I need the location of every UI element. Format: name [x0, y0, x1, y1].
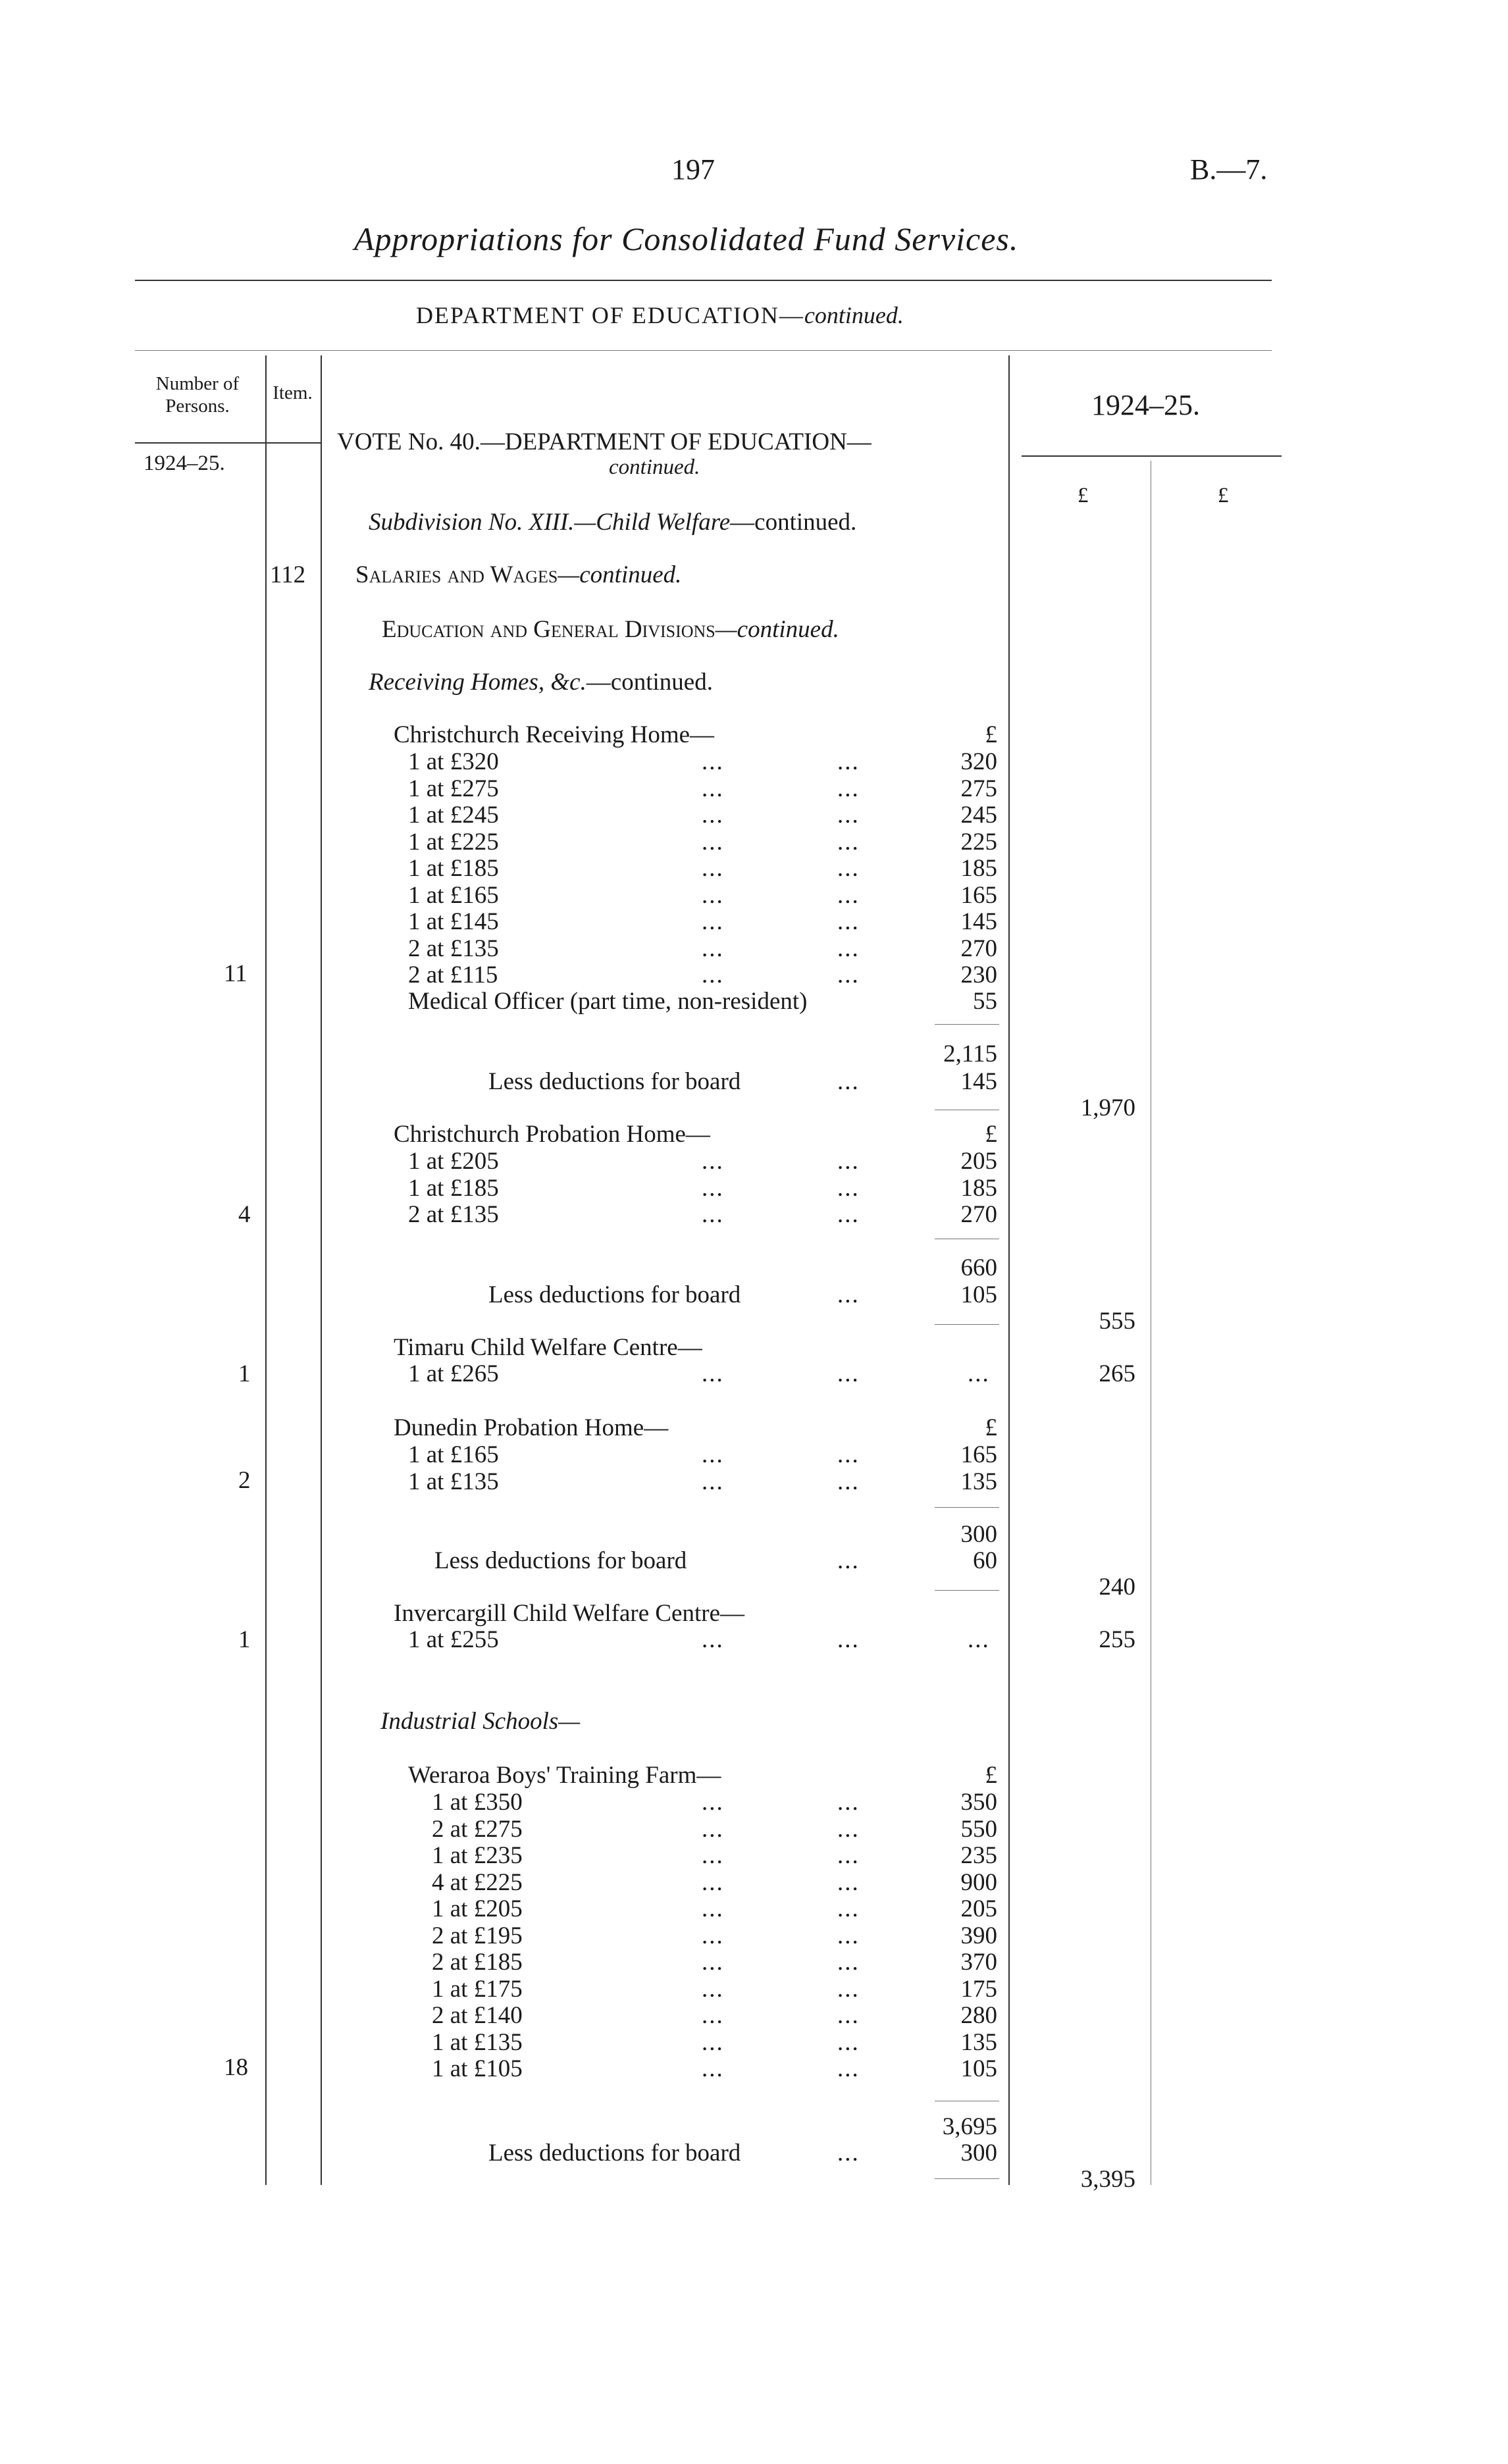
christchurch-receiving-row-value: 225: [960, 828, 997, 856]
item-number: 112: [270, 561, 306, 588]
christchurch-probation-row-value: 205: [960, 1148, 997, 1175]
page-title: Appropriations for Consolidated Fund Services.: [354, 220, 1019, 257]
dunedin-title: Dunedin Probation Home—: [394, 1414, 669, 1441]
dunedin-row-dots: ...: [702, 1468, 724, 1495]
christchurch-receiving-net: 1,970: [1080, 1094, 1135, 1121]
weraroa-row-value: 235: [960, 1842, 997, 1869]
subdivision-heading: [369, 508, 856, 536]
christchurch-receiving-row-dots: ...: [837, 855, 860, 882]
christchurch-receiving-row-dots: ...: [837, 748, 860, 775]
currency-left-header: £: [1078, 484, 1089, 507]
christchurch-probation-row-dots: ...: [702, 1201, 724, 1228]
christchurch-receiving-row-label: 1 at £225: [408, 828, 499, 856]
dun-sub-rule: [935, 1507, 999, 1508]
weraroa-row-dots: ...: [837, 1789, 860, 1816]
receiving-homes-suffix: —continued.: [586, 669, 713, 696]
christchurch-probation-row-dots: ...: [837, 1174, 860, 1202]
timaru-title: Timaru Child Welfare Centre—: [394, 1334, 702, 1361]
dunedin-less-value: 60: [973, 1547, 997, 1574]
christchurch-receiving-row-dots: ...: [837, 802, 860, 829]
weraroa-row-value: 900: [960, 1868, 997, 1896]
christchurch-probation-less-label: Less deductions for board: [488, 1281, 741, 1308]
christchurch-receiving-row-label: 1 at £275: [408, 775, 499, 802]
weraroa-row-label: 2 at £185: [432, 1949, 523, 1976]
weraroa-less-dots: ...: [837, 2140, 860, 2167]
rule-item-desc: [321, 355, 322, 2185]
salaries-label: Salaries and Wages: [355, 561, 558, 588]
christchurch-receiving-row-dots: ...: [837, 775, 860, 802]
salaries-suffix: —continued.: [558, 561, 682, 588]
christchurch-receiving-row-value: 165: [960, 881, 997, 909]
christchurch-receiving-row-label: 1 at £320: [408, 748, 499, 775]
timaru-persons: 1: [238, 1360, 251, 1387]
dunedin-net: 240: [1099, 1574, 1135, 1601]
christchurch-probation-row-dots: ...: [702, 1174, 724, 1202]
weraroa-row-dots: ...: [702, 1815, 724, 1843]
weraroa-row-dots: ...: [837, 1868, 860, 1896]
column-header-persons: Number of Persons.: [155, 373, 240, 417]
christchurch-receiving-subtotal: 2,115: [943, 1040, 997, 1067]
weraroa-row-value: 280: [960, 2002, 997, 2029]
rule-desc-amounts: [1008, 355, 1010, 2185]
christchurch-receiving-row-dots: ...: [837, 908, 860, 935]
timaru-dots-2: ...: [837, 1360, 860, 1387]
christchurch-probation-title: Christchurch Probation Home—: [394, 1121, 710, 1148]
christchurch-probation-row-dots: ...: [702, 1148, 724, 1175]
christchurch-receiving-row-dots: ...: [837, 828, 860, 856]
ccp-less-rule: [935, 1324, 999, 1325]
dunedin-row-value: 165: [960, 1441, 997, 1468]
weraroa-row-value: 205: [960, 1895, 997, 1922]
weraroa-row-dots: ...: [702, 1895, 724, 1922]
christchurch-receiving-row-dots: ...: [702, 775, 724, 802]
timaru-dots-1: ...: [702, 1360, 724, 1387]
weraroa-row-label: 4 at £225: [432, 1868, 523, 1896]
dunedin-currency: £: [985, 1414, 997, 1441]
currency-right-header: £: [1218, 484, 1229, 507]
dun-less-rule: [935, 1590, 999, 1591]
weraroa-row-dots: ...: [837, 1949, 860, 1976]
weraroa-row-value: 350: [960, 1789, 997, 1816]
vote-title: VOTE No. 40.—DEPARTMENT OF EDUCATION—: [337, 428, 871, 455]
weraroa-less-label: Less deductions for board: [488, 2140, 741, 2167]
timaru-net: 265: [1099, 1360, 1135, 1387]
wer-less-rule: [935, 2178, 999, 2179]
christchurch-probation-row-label: 2 at £135: [408, 1201, 499, 1228]
weraroa-row-dots: ...: [837, 1922, 860, 1949]
weraroa-row-value: 135: [960, 2028, 997, 2056]
salaries-heading: [355, 561, 681, 589]
column-header-year-right: 1924–25.: [1091, 389, 1200, 421]
weraroa-row-label: 2 at £195: [432, 1922, 523, 1949]
weraroa-row-value: 105: [960, 2055, 997, 2082]
weraroa-row-value: 370: [960, 1949, 997, 1976]
dunedin-persons: 2: [238, 1467, 251, 1494]
dunedin-row-label: 1 at £135: [408, 1468, 499, 1495]
christchurch-receiving-row-dots: ...: [702, 855, 724, 882]
weraroa-row-dots: ...: [702, 1949, 724, 1976]
weraroa-row-label: 1 at £105: [432, 2055, 523, 2082]
weraroa-less-value: 300: [960, 2140, 997, 2167]
weraroa-row-dots: ...: [837, 1895, 860, 1922]
christchurch-probation-row-dots: ...: [837, 1201, 860, 1228]
weraroa-row-dots: ...: [702, 1975, 724, 2003]
department-name: DEPARTMENT OF EDUCATION—: [416, 302, 804, 328]
subdivision-suffix: —continued.: [730, 509, 857, 536]
christchurch-receiving-row-value: 320: [960, 748, 997, 775]
divisions-heading: [382, 615, 839, 644]
dunedin-subtotal: 300: [960, 1521, 997, 1548]
weraroa-row-label: 2 at £140: [432, 2002, 523, 2029]
christchurch-probation-row-value: 185: [960, 1174, 997, 1202]
medical-officer-label: Medical Officer (part time, non-resident): [408, 988, 808, 1015]
christchurch-receiving-row-dots: ...: [702, 802, 724, 829]
christchurch-receiving-row-label: 1 at £185: [408, 855, 499, 882]
weraroa-row-dots: ...: [702, 1868, 724, 1896]
column-header-year-left: 1924–25.: [143, 451, 225, 475]
dunedin-less-dots: ...: [837, 1547, 860, 1574]
invercargill-dots-3: ...: [968, 1626, 990, 1653]
weraroa-row-dots: ...: [702, 2002, 724, 2029]
rule-persons-item: [265, 355, 267, 2185]
weraroa-row-value: 550: [960, 1815, 997, 1843]
christchurch-receiving-row-dots: ...: [837, 881, 860, 909]
christchurch-receiving-less-value: 145: [960, 1068, 997, 1095]
dunedin-row-dots: ...: [837, 1441, 860, 1468]
weraroa-row-dots: ...: [702, 1842, 724, 1869]
weraroa-row-label: 1 at £135: [432, 2028, 523, 2056]
christchurch-receiving-row-value: 185: [960, 855, 997, 882]
divisions-suffix: —continued.: [715, 616, 839, 643]
christchurch-receiving-row-value: 230: [960, 962, 997, 988]
weraroa-row-value: 175: [960, 1975, 997, 2003]
christchurch-receiving-currency: £: [985, 721, 997, 748]
industrial-schools-heading: Industrial Schools—: [380, 1708, 581, 1735]
subdivision-label: Subdivision No. XIII.—Child Welfare: [369, 509, 731, 536]
weraroa-row-label: 1 at £350: [432, 1789, 523, 1816]
dunedin-row-label: 1 at £165: [408, 1441, 499, 1468]
christchurch-receiving-row-label: 2 at £115: [408, 962, 498, 988]
christchurch-receiving-row-label: 1 at £145: [408, 908, 499, 935]
timaru-row-label: 1 at £265: [408, 1360, 499, 1387]
weraroa-currency: £: [985, 1762, 997, 1789]
weraroa-row-dots: ...: [702, 2028, 724, 2056]
weraroa-row-dots: ...: [837, 2028, 860, 2056]
christchurch-probation-less-value: 105: [960, 1281, 997, 1308]
christchurch-receiving-title: Christchurch Receiving Home—: [394, 721, 715, 748]
column-header-item: Item.: [273, 382, 313, 403]
weraroa-subtotal: 3,695: [942, 2113, 997, 2140]
document-reference: B.—7.: [1190, 153, 1268, 186]
ccr-sub-rule: [935, 1024, 999, 1025]
christchurch-receiving-row-value: 275: [960, 775, 997, 802]
christchurch-receiving-row-dots: ...: [702, 881, 724, 909]
weraroa-title: Weraroa Boys' Training Farm—: [408, 1762, 721, 1789]
year-header-rule: [1022, 455, 1282, 457]
weraroa-row-dots: ...: [702, 2055, 724, 2082]
weraroa-row-dots: ...: [837, 1815, 860, 1843]
timaru-dots-3: ...: [968, 1360, 990, 1387]
invercargill-row-label: 1 at £255: [408, 1626, 499, 1653]
christchurch-receiving-row-value: 145: [960, 908, 997, 935]
department-suffix: continued.: [804, 302, 904, 328]
weraroa-row-dots: ...: [702, 1789, 724, 1816]
christchurch-receiving-less-label: Less deductions for board: [488, 1068, 741, 1095]
weraroa-net: 3,395: [1080, 2166, 1135, 2193]
christchurch-probation-row-label: 1 at £205: [408, 1148, 499, 1175]
christchurch-probation-currency: £: [985, 1121, 997, 1148]
christchurch-receiving-row-value: 270: [960, 935, 997, 962]
christchurch-probation-row-dots: ...: [837, 1148, 860, 1175]
invercargill-dots-2: ...: [837, 1626, 860, 1653]
christchurch-receiving-row-dots: ...: [702, 748, 724, 775]
receiving-homes-heading: [369, 668, 713, 696]
dunedin-row-dots: ...: [702, 1441, 724, 1468]
dunedin-row-value: 135: [960, 1468, 997, 1495]
weraroa-row-label: 2 at £275: [432, 1815, 523, 1843]
christchurch-receiving-row-label: 2 at £135: [408, 935, 499, 962]
christchurch-receiving-persons: 11: [224, 960, 247, 987]
weraroa-row-dots: ...: [702, 1922, 724, 1949]
weraroa-row-label: 1 at £235: [432, 1842, 523, 1869]
receiving-homes-label: Receiving Homes, &c.: [369, 669, 586, 696]
vote-continued: continued.: [609, 455, 700, 479]
christchurch-probation-less-dots: ...: [837, 1281, 860, 1308]
title-rule: [135, 280, 1272, 281]
weraroa-persons: 18: [224, 2054, 248, 2081]
dunedin-row-dots: ...: [837, 1468, 860, 1495]
christchurch-receiving-row-dots: ...: [702, 908, 724, 935]
weraroa-row-dots: ...: [837, 2055, 860, 2082]
christchurch-probation-subtotal: 660: [960, 1254, 997, 1281]
christchurch-receiving-row-dots: ...: [702, 828, 724, 856]
weraroa-row-label: 1 at £175: [432, 1975, 523, 2003]
department-rule: [135, 350, 1272, 351]
page-number: 197: [671, 153, 715, 186]
department-heading: [416, 301, 904, 329]
christchurch-receiving-row-dots: ...: [702, 962, 724, 988]
divisions-label: Education and General Divisions: [382, 616, 715, 643]
dunedin-less-label: Less deductions for board: [434, 1547, 687, 1574]
christchurch-receiving-row-label: 1 at £245: [408, 802, 499, 829]
christchurch-probation-row-value: 270: [960, 1201, 997, 1228]
christchurch-receiving-row-value: 245: [960, 802, 997, 829]
christchurch-receiving-less-dots: ...: [837, 1068, 860, 1095]
weraroa-row-label: 1 at £205: [432, 1895, 523, 1922]
invercargill-persons: 1: [238, 1626, 251, 1653]
invercargill-title: Invercargill Child Welfare Centre—: [394, 1600, 744, 1627]
christchurch-receiving-row-label: 1 at £165: [408, 881, 499, 909]
christchurch-receiving-row-dots: ...: [702, 935, 724, 962]
medical-officer-value: 55: [973, 988, 997, 1015]
weraroa-row-dots: ...: [837, 2002, 860, 2029]
weraroa-row-dots: ...: [837, 1975, 860, 2003]
invercargill-net: 255: [1099, 1626, 1135, 1653]
christchurch-receiving-row-dots: ...: [837, 962, 860, 988]
weraroa-row-value: 390: [960, 1922, 997, 1949]
christchurch-probation-row-label: 1 at £185: [408, 1174, 499, 1202]
christchurch-receiving-row-dots: ...: [837, 935, 860, 962]
weraroa-row-dots: ...: [837, 1842, 860, 1869]
christchurch-probation-persons: 4: [238, 1201, 251, 1228]
christchurch-probation-net: 555: [1099, 1308, 1135, 1335]
invercargill-dots-1: ...: [702, 1626, 724, 1653]
persons-header-rule: [135, 442, 321, 444]
